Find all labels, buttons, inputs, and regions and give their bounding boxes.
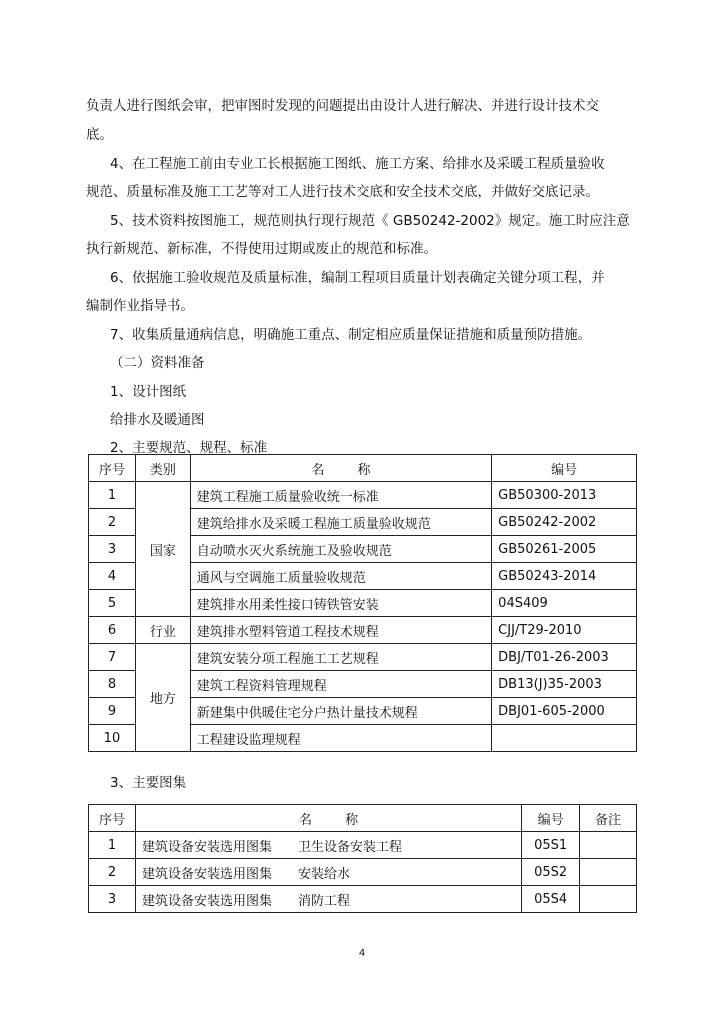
table-row (89, 859, 637, 886)
paragraph-line: 7、收集质量通病信息，明确施工重点、制定相应质量保证措施和质量预防措施。 (110, 327, 592, 343)
atlas-name-cell (135, 832, 521, 859)
standard-name: 建筑安装分项工程施工工艺规程 (190, 644, 491, 671)
standard-code: 04S409 (492, 590, 637, 617)
subsection-heading: 3、主要图集 (110, 775, 187, 791)
standards-table (88, 454, 637, 752)
atlas-code: 05S1 (522, 832, 580, 859)
atlas-name: 建筑设备安装选用图集 (141, 839, 272, 855)
standard-code: CJJ/T29-2010 (492, 617, 637, 644)
row-number: 7 (89, 644, 136, 671)
standard-name: 建筑给排水及采暖工程施工质量验收规范 (190, 509, 491, 536)
table-row (89, 482, 637, 509)
row-number: 10 (89, 725, 136, 752)
atlas-note (580, 859, 637, 886)
table-row (89, 886, 637, 913)
standard-code (492, 725, 637, 752)
row-number: 3 (89, 536, 136, 563)
standard-name: 新建集中供暖住宅分户热计量技术规程 (190, 698, 491, 725)
header-cell: 类别 (135, 455, 190, 482)
standard-name: 自动喷水灭火系统施工及验收规范 (190, 536, 491, 563)
atlas-name: 建筑设备安装选用图集 (141, 893, 272, 909)
row-number: 9 (89, 698, 136, 725)
standard-name: 建筑工程施工质量验收统一标准 (190, 482, 491, 509)
atlas-subtitle: 安装给水 (297, 866, 350, 882)
table-header-row (89, 805, 637, 832)
category-cell: 国家 (135, 482, 190, 617)
standard-code: DBJ01-605-2000 (492, 698, 637, 725)
table-row (89, 832, 637, 859)
paragraph-line: 5、技术资料按图施工，规范则执行现行规范《 GB50242-2002》规定。施工时应注意 (110, 213, 630, 229)
standard-code: GB50242-2002 (492, 509, 637, 536)
standard-code: GB50261-2005 (492, 536, 637, 563)
row-number: 8 (89, 671, 136, 698)
standard-name: 建筑工程资料管理规程 (190, 671, 491, 698)
standard-code: DB13(J)35-2003 (492, 671, 637, 698)
standard-name: 通风与空调施工质量验收规范 (190, 563, 491, 590)
standard-code: GB50243-2014 (492, 563, 637, 590)
row-number: 3 (89, 886, 136, 913)
paragraph-line: 给排水及暖通图 (110, 412, 205, 428)
header-cell: 序号 (89, 805, 136, 832)
atlas-subtitle: 卫生设备安装工程 (297, 839, 402, 855)
atlas-subtitle: 消防工程 (297, 893, 350, 909)
header-cell: 序号 (89, 455, 136, 482)
paragraph-line: 6、依据施工验收规范及质量标准，编制工程项目质量计划表确定关键分项工程，并 (110, 270, 605, 286)
category-cell: 地方 (135, 644, 190, 752)
header-cell: 名 称 (135, 805, 521, 832)
header-cell: 编号 (522, 805, 580, 832)
row-number: 1 (89, 482, 136, 509)
header-cell: 编号 (492, 455, 637, 482)
paragraph-line: 4、在工程施工前由专业工长根据施工图纸、施工方案、给排水及采暖工程质量验收 (110, 156, 605, 172)
row-number: 6 (89, 617, 136, 644)
paragraph-line: 编制作业指导书。 (86, 298, 194, 314)
row-number: 4 (89, 563, 136, 590)
table-header-row (89, 455, 637, 482)
row-number: 2 (89, 859, 136, 886)
subsection-heading: 1、设计图纸 (110, 384, 187, 400)
row-number: 1 (89, 832, 136, 859)
paragraph-line: 执行新规范、新标准，不得使用过期或废止的规范和标准。 (86, 241, 437, 257)
atlas-code: 05S4 (522, 886, 580, 913)
atlas-name: 建筑设备安装选用图集 (141, 866, 272, 882)
header-cell: 备注 (580, 805, 637, 832)
page-number: 4 (358, 948, 366, 959)
atlas-table (88, 804, 637, 913)
atlas-note (580, 886, 637, 913)
row-number: 5 (89, 590, 136, 617)
standard-name: 建筑排水用柔性接口铸铁管安装 (190, 590, 491, 617)
paragraph-line: 规范、质量标准及施工工艺等对工人进行技术交底和安全技术交底，并做好交底记录。 (86, 184, 599, 200)
atlas-name-cell (135, 886, 521, 913)
header-cell: 名 称 (190, 455, 491, 482)
standard-name: 建筑排水塑料管道工程技术规程 (190, 617, 491, 644)
atlas-name-cell (135, 859, 521, 886)
table-row (89, 617, 637, 644)
table-row (89, 644, 637, 671)
standard-code: GB50300-2013 (492, 482, 637, 509)
atlas-code: 05S2 (522, 859, 580, 886)
category-cell: 行业 (135, 617, 190, 644)
paragraph-line: 底。 (86, 127, 113, 143)
section-heading: （二）资料准备 (110, 355, 205, 371)
paragraph-line: 负责人进行图纸会审，把审图时发现的问题提出由设计人进行解决、并进行设计技术交 (86, 98, 599, 114)
standard-name: 工程建设监理规程 (190, 725, 491, 752)
row-number: 2 (89, 509, 136, 536)
atlas-note (580, 832, 637, 859)
standard-code: DBJ/T01-26-2003 (492, 644, 637, 671)
subsection-heading: 2、主要规范、规程、标准 (110, 440, 268, 456)
